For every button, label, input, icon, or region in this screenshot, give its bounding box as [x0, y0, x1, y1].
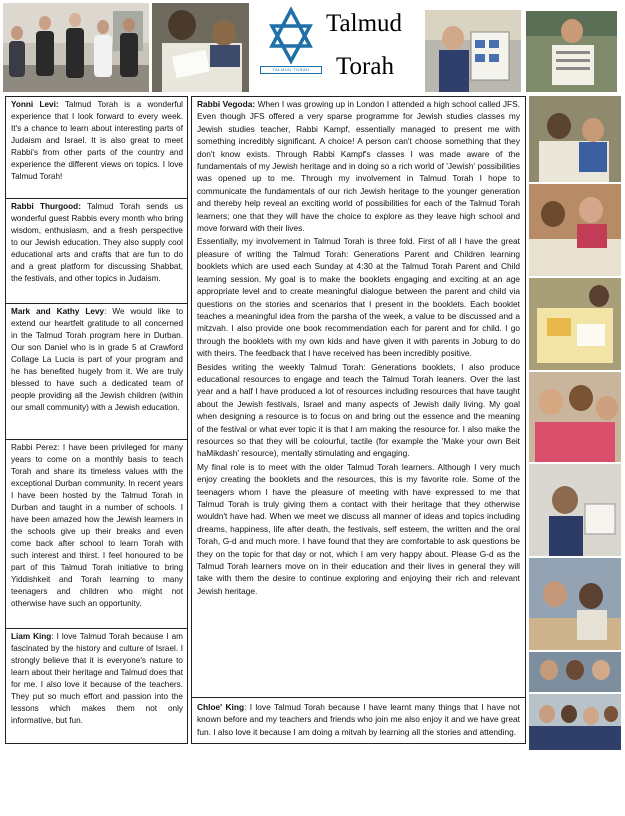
testimonial-text: : We would like to extend our heartfelt gratitude to all concerned in the Talmud Torah program here in Durban. Our son Daniel who is in grade 5 at Crawford Collage La Lucia is part of your program and he has benefited hugely from it. We are truly blessed to have such a dedicated team of people providing all the Jewish children (within our small community) with a Jewish education.	[11, 307, 184, 412]
top-photo-children-writing	[152, 3, 249, 92]
testimonial-paragraph: Essentially, my involvement in Talmud Torah is three fold. First of all I have the great pleasure of writing the Talmud Torah: Generations Parent and Children learning booklets which are used each Sunday at 4:30 at the Talmud Torah Parent and Child learning session. My goal is to make the booklets engaging and exciting at an age appropriate level and to create meaningful dialogue between the parent and child via questions on the stories and scenarios that I present in the booklets. Each booklet teaches a meaningful idea from the parsha of the week, a value to be discussed and a mitzvah. I also provide one book recommendation each for parent and for child. I go through the booklets with my own kids and have given it with parents in Joburg to do with theirs. The feedback that I have received has been incredibly positive.	[197, 236, 520, 359]
testimonial-text: Talmud Torah sends us wonderful guest Rabbis every month who bring wisdom, enthusiasm, and a fresh perspective to our Jewish education. They also supply cool educational arts and crafts that are fun to do and a great platform for discussing Shabbat, the festivals, and other topics in Judaism.	[11, 202, 183, 283]
side-photo-2	[529, 184, 621, 276]
left-column	[5, 96, 188, 744]
testimonial-paragraph: My final role is to meet with the older Talmud Torah learners. Although I very much enjoy creating the booklets and the resources, this is my favorite role. Some of the teenagers whom I have the pleasure of meeting with have expressed to me that Talmud Torah is truly giving them a contact with their heritage that they otherwise wouldn't have had. When we meet we discuss all manner of ideas and topics including dreams, happiness, life after death, the festivals, self esteem, the written and the oral Torah, G-d and much more. I have found that they are comfortable to ask questions be they on the topic for that day or not, which I am very happy about. Please G-d as the Talmud Torah learners move on in their education and their lives in general they will take with them the desire to continue exploring and enjoying their rich and relevant Jewish heritage.	[197, 461, 520, 596]
testimonial-paragraph: Besides writing the weekly Talmud Torah: Generations booklets, I also produce educational resources to engage and teach the Talmud Torah leaners. Over the last year and a half I have produced a lot of resources including resources that have taught about the Jewish festivals, Israel and many aspects of Jewish daily living. My goal when designing a resource is to focus on and bring out the essence and the meaning of the festival or what ever topic it is that I am making the resource for. I also make the resources so that they will be colourful, tactile (for example the 'Make your own Beit haMikdash' resource), mentally stimulating and engaging.	[197, 361, 520, 459]
testimonial-text: : I love Talmud Torah because I am fascinated by the history and culture of Israel. I strongly believe that it is everyone's nature to learn about their heritage and Talmud does that for me. I also love it because of the teachers. They put so much effort and passion into the lessons which makes them not only informative, but fun.	[11, 632, 183, 725]
testimonial-liam-king	[6, 629, 187, 743]
side-photo-3	[529, 278, 621, 370]
side-photo-1	[529, 96, 621, 182]
testimonial-rabbi-vegoda	[197, 98, 520, 695]
testimonial-author: Rabbi Thurgood:	[11, 202, 81, 211]
testimonial-author: Yonni Levi:	[11, 100, 59, 109]
testimonial-text: Rabbi Perez: I have been privileged for many years to come on a monthly basis to teach Torah and share its timeless values with the exceptional Durban community. In recent years I have been hosted by the Talmud Torah in Durban and taught in a number of schools. I have been amazed how the Jewish learners in the schools give up their breaks and even come back after school to learn Torah with such interest and thirst. I feel honoured to be part of this Talmud Torah initiative to bring Yiddishkeit and Torah learning to many teenagers and children who might not otherwise have such an opportunity.	[11, 443, 183, 608]
top-photo-boy-worksheet	[425, 10, 521, 92]
testimonial-author: Chloe' King	[197, 702, 245, 712]
testimonial-mark-kathy-levy	[6, 304, 187, 440]
page-title-line-1: Talmud	[326, 10, 403, 37]
side-photo-6	[529, 558, 621, 650]
testimonial-text: : I love Talmud Torah because I have learnt many things that I have not known before and my teachers and friends who join me also enjoy it and we have great fun. I also love it because I am doing a mitvah by learning all the stories and attending.	[197, 702, 520, 737]
testimonial-rabbi-thurgood	[6, 199, 187, 304]
page-title-line-2: Torah	[336, 53, 394, 80]
top-photo-group	[3, 3, 149, 92]
testimonial-text: Talmud Torah is a wonderful experience that I look forward to every week. It's a chance to learn about interesting parts of Judaism and Israel. It is also great to meet Rabbi's from other parts of the country and experience the different views on topics. I love Talmud Torah!	[11, 100, 183, 181]
testimonial-author: Mark and Kathy Levy	[11, 307, 105, 316]
testimonial-yonni-levi	[6, 97, 187, 199]
testimonial-paragraph: When I was growing up in London I attended a high school called JFS. Even though JFS offered a very sparse programme for Jewish studies classes my Jewish studies teacher, Rabbi Kampf, essentially managed to present me with something incredibly significant. A choice! A person can't choose something that they don't know exists. Through Rabbi Kampf's classes I was made aware of the fundamentals of my Jewish heritage and in doing so a rich world of 'Jewish' possibilities was opened up to me. Through my involvement in Talmud Torah I hope to communicate the fundamentals of our rich Jewish heritage to the younger generation and thereby help reveal an exciting world of possibilities for each of the Talmud Torah learners; one that they will have the choice to explore as they leave high school and move forward with their lives.	[197, 99, 520, 234]
logo-caption: TALMUD TORAH	[260, 66, 322, 74]
star-of-david-icon	[269, 6, 313, 68]
testimonial-rabbi-perez	[6, 440, 187, 629]
testimonial-author: Rabbi Vegoda:	[197, 99, 256, 109]
side-photo-4	[529, 372, 621, 462]
side-photo-7	[529, 652, 621, 692]
testimonial-chloe-king	[192, 697, 525, 739]
side-photo-5	[529, 464, 621, 556]
side-photo-8	[529, 694, 621, 750]
top-photo-boy-reading	[526, 11, 617, 92]
middle-column	[191, 96, 526, 744]
testimonial-author: Liam King	[11, 632, 52, 641]
